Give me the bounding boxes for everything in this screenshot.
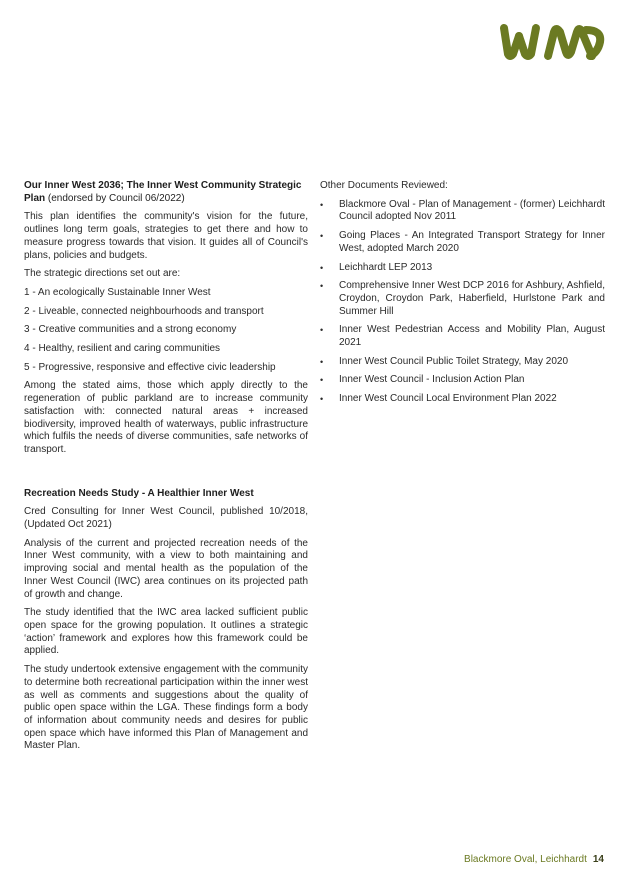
- list-item: • Blackmore Oval - Plan of Management - (former) Leichhardt Council adopted Nov 2011: [320, 199, 605, 224]
- direction-item: 2 - Liveable, connected neighbourhoods and transport: [24, 305, 264, 317]
- list-item: • Inner West Council - Inclusion Action Plan: [320, 374, 605, 387]
- right-column: [320, 180, 605, 406]
- iwc-logo: [498, 22, 606, 62]
- directions-heading: The strategic directions set out are:: [24, 268, 181, 280]
- page-number: 14: [592, 854, 604, 865]
- left-column: [24, 180, 308, 753]
- study-paragraph: Analysis of the current and projected recreation needs of the Inner West community, with a view to both maintaining and improving social and mental health as the population of the Inner West Council (IWC) area continues on its projected path of growth and change.: [24, 537, 308, 600]
- study-paragraph: The study identified that the IWC area lacked sufficient public open space for the growing population. It outlines a strategic ‘action’ framework and explores how this framework could be applied.: [24, 607, 308, 657]
- plan-intro: This plan identifies the community's vision for the future, outlines long term goals, strategies to get there and how to measure progress towards that vision. It guides all of Council's plans, policies and budgets.: [24, 211, 308, 261]
- aims-paragraph: Among the stated aims, those which apply directly to the regeneration of public parkland are to increase community satisfaction with: connected natural areas + increased biodiversity, improved health of waterways, public infrastructure which fulfils the needs of diverse communities, safe networks of transport.: [24, 380, 308, 455]
- other-documents-heading: Other Documents Reviewed:: [320, 180, 448, 191]
- list-item: • Inner West Pedestrian Access and Mobility Plan, August 2021: [320, 324, 605, 349]
- direction-item: 3 - Creative communities and a strong economy: [24, 324, 237, 336]
- study-title: Recreation Needs Study - A Healthier Inner West: [24, 487, 254, 499]
- direction-item: 4 - Healthy, resilient and caring communities: [24, 343, 221, 355]
- list-item: • Inner West Council Public Toilet Strategy, May 2020: [320, 356, 605, 369]
- list-item: • Comprehensive Inner West DCP 2016 for Ashbury, Ashfield, Croydon, Croydon Park, Haberfield, Hurlstone Park and Summer Hill: [320, 280, 605, 318]
- list-item: • Inner West Council Local Environment Plan 2022: [320, 393, 605, 406]
- study-paragraph: The study undertook extensive engagement with the community to determine both recreational participation within the inner west as well as comments and suggestions about the quality of public open space within the LGA. These findings form a body of information about community needs and desires for public open space which have informed this Plan of Management and Master Plan.: [24, 664, 308, 752]
- list-item: • Leichhardt LEP 2013: [320, 262, 605, 275]
- footer-title: Blackmore Oval, Leichhardt: [464, 854, 587, 865]
- plan-title: Our Inner West 2036; The Inner West Community Strategic Plan (endorsed by Council 06/2022): [24, 180, 302, 204]
- study-paragraph: Cred Consulting for Inner West Council, published 10/2018, (Updated Oct 2021): [24, 506, 308, 531]
- page-footer: [464, 854, 604, 865]
- direction-item: 1 - An ecologically Sustainable Inner West: [24, 286, 211, 298]
- direction-item: 5 - Progressive, responsive and effective civic leadership: [24, 361, 276, 373]
- list-item: • Going Places - An Integrated Transport Strategy for Inner West, adopted March 2020: [320, 230, 605, 255]
- documents-list: [320, 199, 605, 406]
